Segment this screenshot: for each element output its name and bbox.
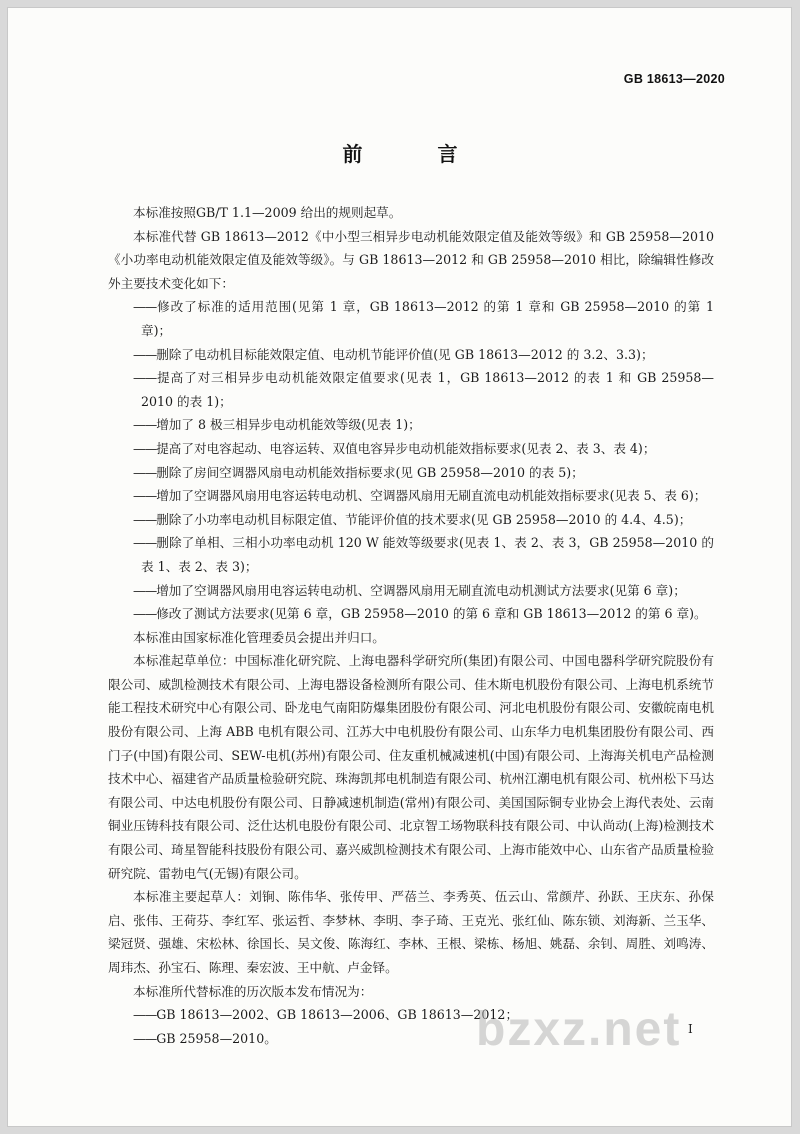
list-item-text: 修改了标准的适用范围(见第 1 章，GB 18613—2012 的第 1 章和 GB 25958—2010 的第 1 章)； xyxy=(141,299,714,338)
dash-marker: —— xyxy=(133,464,157,480)
dash-marker: —— xyxy=(133,299,157,315)
list-item-text: 提高了对三相异步电动机能效限定值要求(见表 1，GB 18613—2012 的表 1 和 GB 25958—2010 的表 1)； xyxy=(141,370,714,409)
dash-marker: —— xyxy=(133,535,157,551)
dash-marker: —— xyxy=(133,417,157,433)
body-paragraph: 本标准代替 GB 18613—2012《中小型三相异步电动机能效限定值及能效等级》和 GB 25958—2010《小功率电动机能效限定值及能效等级》。与 GB 18613—2012 和 GB 25958—2010 相比，除编辑性修改外主要技术变化如下： xyxy=(108,228,714,291)
foreword-body xyxy=(108,201,714,1050)
list-item-text: 增加了空调器风扇用电容运转电动机、空调器风扇用无刷直流电动机测试方法要求(见第 6 章)； xyxy=(156,582,686,598)
change-list-item xyxy=(108,484,714,508)
change-list-item xyxy=(108,366,714,413)
change-list-item xyxy=(108,295,714,342)
change-list-item xyxy=(108,343,714,367)
dash-marker: —— xyxy=(133,346,157,362)
body-paragraph: 本标准所代替标准的历次版本发布情况为： xyxy=(133,983,373,999)
dash-marker: —— xyxy=(133,606,157,622)
list-item-text: GB 18613—2002、GB 18613—2006、GB 18613—2012； xyxy=(156,1007,519,1023)
dash-marker: —— xyxy=(133,1007,157,1023)
standard-code: GB 18613—2020 xyxy=(623,72,725,86)
page-title: 前 言 xyxy=(342,142,492,166)
list-item-text: 删除了电动机目标能效限定值、电动机节能评价值(见 GB 18613—2012 的 3.2、3.3)； xyxy=(156,346,654,362)
body-paragraph: 本标准由国家标准化管理委员会提出并归口。 xyxy=(133,629,385,645)
change-list-item xyxy=(108,413,714,437)
list-item-text: 增加了 8 极三相异步电动机能效等级(见表 1)； xyxy=(156,417,421,433)
body-paragraph: 本标准起草单位：中国标准化研究院、上海电器科学研究所(集团)有限公司、中国电器科学研究院股份有限公司、威凯检测技术有限公司、上海电器设备检测所有限公司、佳木斯电机股份有限公司、上海电机系统节能工程技术研究中心有限公司、卧龙电气南阳防爆集团股份有限公司、河北电机股份有限公司、安徽皖南电机股份有限公司、上海 ABB 电机有限公司、江苏大中电机股份有限公司、山东华力电机集团股份有限公司、西门子(中国)有限公司、SEW-电机(苏州)有限公司、住友重机械减速机(中国)有限公司、上海海关机电产品检测技术中心、福建省产品质量检验研究院、珠海凯邦电机制造有限公司、杭州江潮电机有限公司、杭州松下马达有限公司、中达电机股份有限公司、日静减速机制造(常州)有限公司、美国国际铜专业协会上海代表处、云南铜业压铸科技有限公司、泛仕达机电股份有限公司、北京智工场物联科技有限公司、中认尚动(上海)检测技术有限公司、琦星智能科技股份有限公司、嘉兴威凯检测技术有限公司、上海市能效中心、山东省产品质量检验研究院、雷勃电气(无锡)有限公司。 xyxy=(108,653,714,881)
list-item-text: 修改了测试方法要求(见第 6 章，GB 25958—2010 的第 6 章和 GB 18613—2012 的第 6 章)。 xyxy=(156,606,707,622)
dash-marker: —— xyxy=(133,582,157,598)
change-list-item xyxy=(108,437,714,461)
list-item-text: 增加了空调器风扇用电容运转电动机、空调器风扇用无刷直流电动机能效指标要求(见表 5、表 6)； xyxy=(156,488,707,504)
page-number: I xyxy=(688,1022,693,1036)
dash-marker: —— xyxy=(133,1030,157,1046)
body-paragraph: 本标准按照GB/T 1.1—2009 给出的规则起草。 xyxy=(133,205,402,220)
body-paragraph: 本标准主要起草人：刘锏、陈伟华、张传甲、严蓓兰、李秀英、伍云山、常颜芹、孙跃、王庆东、孙保启、张伟、王荷芬、李红军、张运哲、李梦林、李明、李子琦、王克光、张红仙、陈东锁、刘海新、兰玉华、梁冠贤、强雄、宋松林、徐国长、吴文俊、陈海红、李林、王根、梁栋、杨旭、姚磊、余钊、周胜、刘鸣涛、周玮杰、孙宝石、陈理、秦宏波、王中航、卢金铎。 xyxy=(108,889,714,975)
change-list-item xyxy=(108,531,714,578)
list-item-text: GB 25958—2010。 xyxy=(156,1030,277,1046)
dash-marker: —— xyxy=(133,370,157,386)
list-item-text: 删除了小功率电动机目标限定值、节能评价值的技术要求(见 GB 25958—2010 的 4.4、4.5)； xyxy=(156,511,692,527)
list-item-text: 提高了对电容起动、电容运转、双值电容异步电动机能效指标要求(见表 2、表 3、表 4)； xyxy=(156,440,656,456)
list-item-text: 删除了房间空调器风扇电动机能效指标要求(见 GB 25958—2010 的表 5)； xyxy=(156,464,584,480)
change-list-item xyxy=(108,579,714,603)
dash-marker: —— xyxy=(133,488,157,504)
watermark: bzxz.net xyxy=(476,1003,682,1056)
dash-marker: —— xyxy=(133,511,157,527)
change-list-item xyxy=(108,602,714,626)
change-list-item xyxy=(108,461,714,485)
dash-marker: —— xyxy=(133,440,157,456)
change-list-item xyxy=(108,508,714,532)
list-item-text: 删除了单相、三相小功率电动机 120 W 能效等级要求(见表 1、表 2、表 3，GB 25958—2010 的表 1、表 2、表 3)； xyxy=(141,535,714,574)
